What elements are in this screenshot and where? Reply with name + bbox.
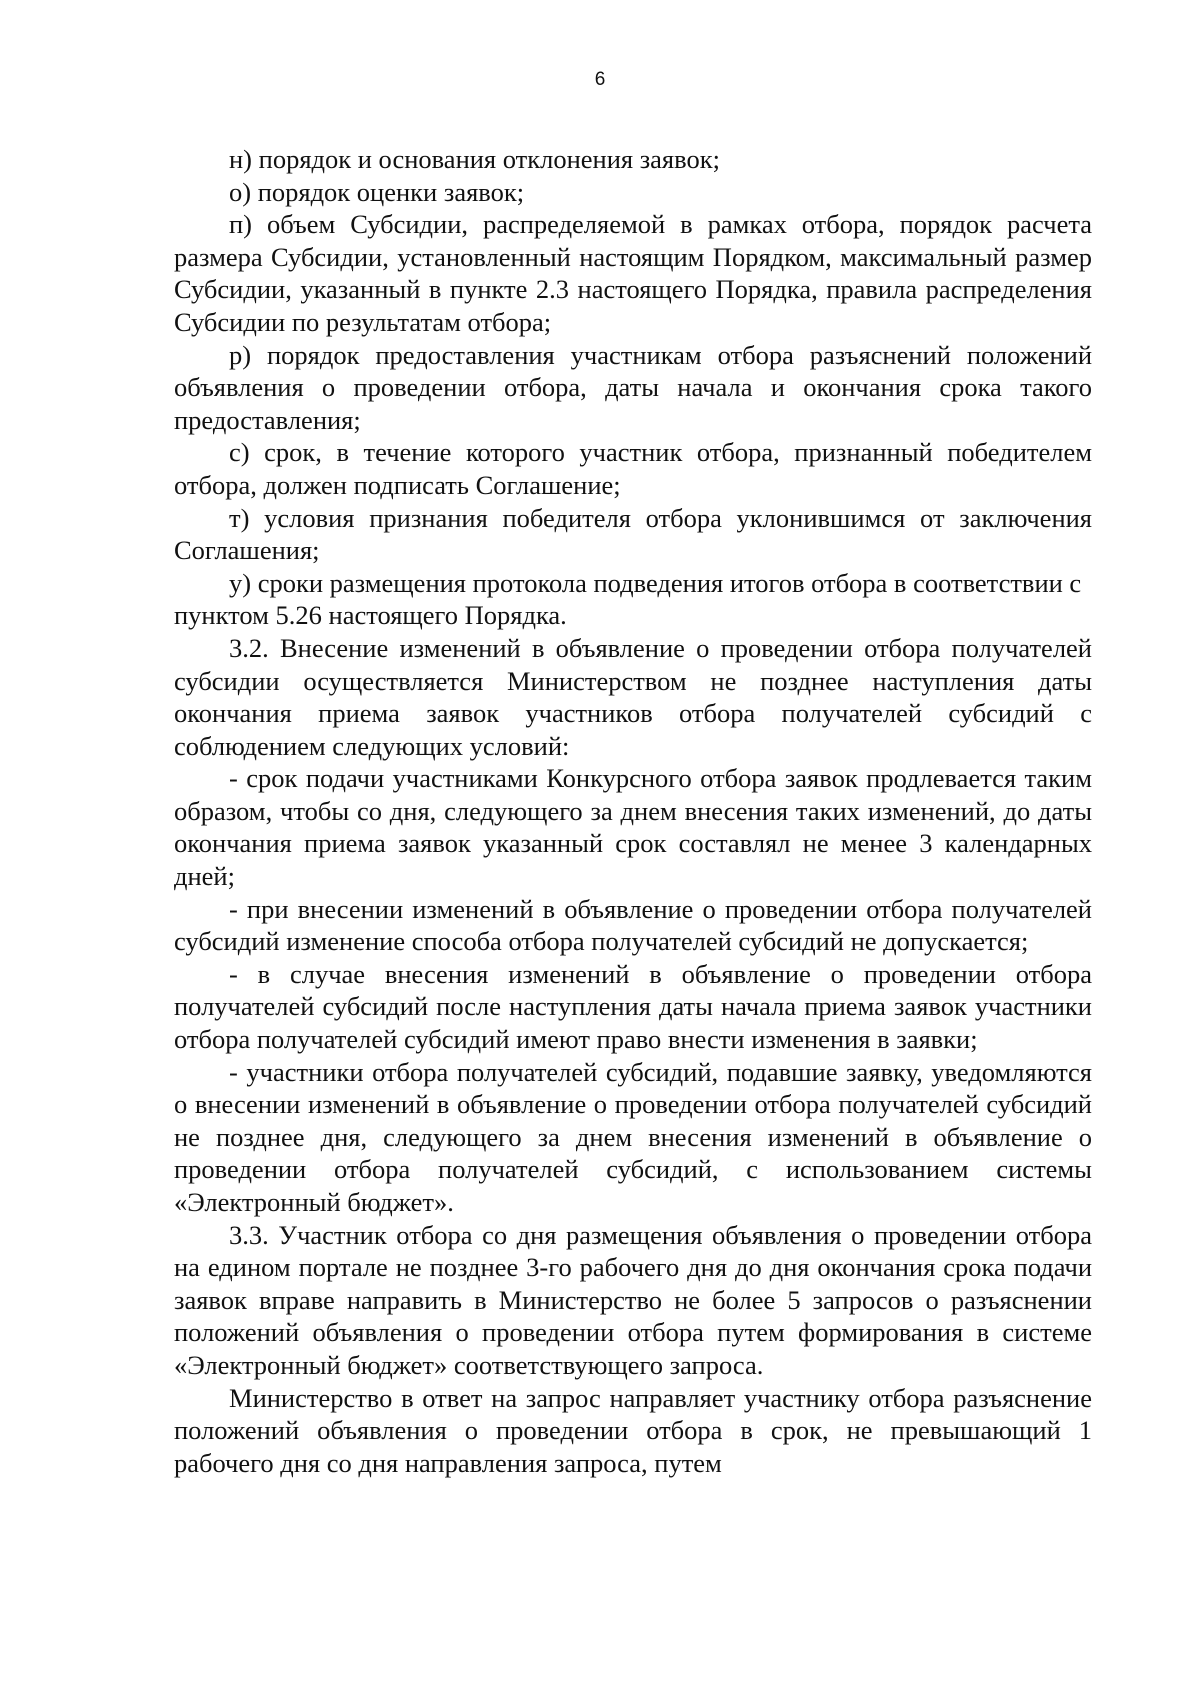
paragraph-item-r: р) порядок предоставления участникам отбора разъяснений положений объявления о проведении отбора, даты начала и окончания срока такого предоставления; — [174, 339, 1092, 435]
paragraph-condition-method: - при внесении изменений в объявление о проведении отбора получателей субсидий изменение способа отбора получателей субсидий не допускается; — [174, 893, 1092, 957]
paragraph-item-n: н) порядок и основания отклонения заявок; — [229, 144, 720, 174]
paragraph-section-3-2: 3.2. Внесение изменений в объявление о проведении отбора получателей субсидии осуществляется Министерством не позднее наступления даты окончания приема заявок участников отбора получателей субсидий с соблюдением следующих условий: — [174, 632, 1092, 761]
paragraph-item-o: о) порядок оценки заявок; — [229, 176, 525, 207]
paragraph-item-t: т) условия признания победителя отбора уклонившимся от заключения Соглашения; — [174, 502, 1092, 566]
paragraph-condition-notification: - участники отбора получателей субсидий, подавшие заявку, уведомляются о внесении изменений в объявление о проведении отбора получателей субсидий не позднее дня, следующего за днем внесения изменений в объявление о проведении отбора получателей субсидий, с использованием системы «Электронный бюджет». — [174, 1056, 1092, 1217]
paragraph-item-u: у) сроки размещения протокола подведения итогов отбора в соответствии с пунктом 5.26 настоящего Порядка. — [174, 567, 1082, 631]
paragraph-condition-changes: - в случае внесения изменений в объявление о проведении отбора получателей субсидий после наступления даты начала приема заявок участники отбора получателей субсидий имеют право внести изменения в заявки; — [174, 958, 1092, 1055]
document-body — [174, 143, 1092, 1479]
paragraph-item-s: с) срок, в течение которого участник отбора, признанный победителем отбора, должен подписать Соглашение; — [174, 437, 1092, 500]
page-number: 6 — [594, 69, 606, 90]
paragraph-section-3-3: 3.3. Участник отбора со дня размещения объявления о проведении отбора на едином портале не позднее 3-го рабочего дня до дня окончания срока подачи заявок вправе направить в Министерство не более 5 запросов о разъяснении положений объявления о проведении отбора путем формирования в системе «Электронный бюджет» соответствующего запроса. — [174, 1219, 1092, 1380]
paragraph-condition-deadline: - срок подачи участниками Конкурсного отбора заявок продлевается таким образом, чтобы со дня, следующего за днем внесения таких изменений, до даты окончания приема заявок указанный срок составлял не менее 3 календарных дней; — [174, 763, 1092, 892]
paragraph-ministry-response: Министерство в ответ на запрос направляет участнику отбора разъяснение положений объявления о проведении отбора в срок, не превышающий 1 рабочего дня со дня направления запроса, путем — [174, 1382, 1092, 1478]
paragraph-item-p: п) объем Субсидии, распределяемой в рамках отбора, порядок расчета размера Субсидии, установленный настоящим Порядком, максимальный размер Субсидии, указанный в пункте 2.3 настоящего Порядка, правила распределения Субсидии по результатам отбора; — [174, 209, 1092, 337]
